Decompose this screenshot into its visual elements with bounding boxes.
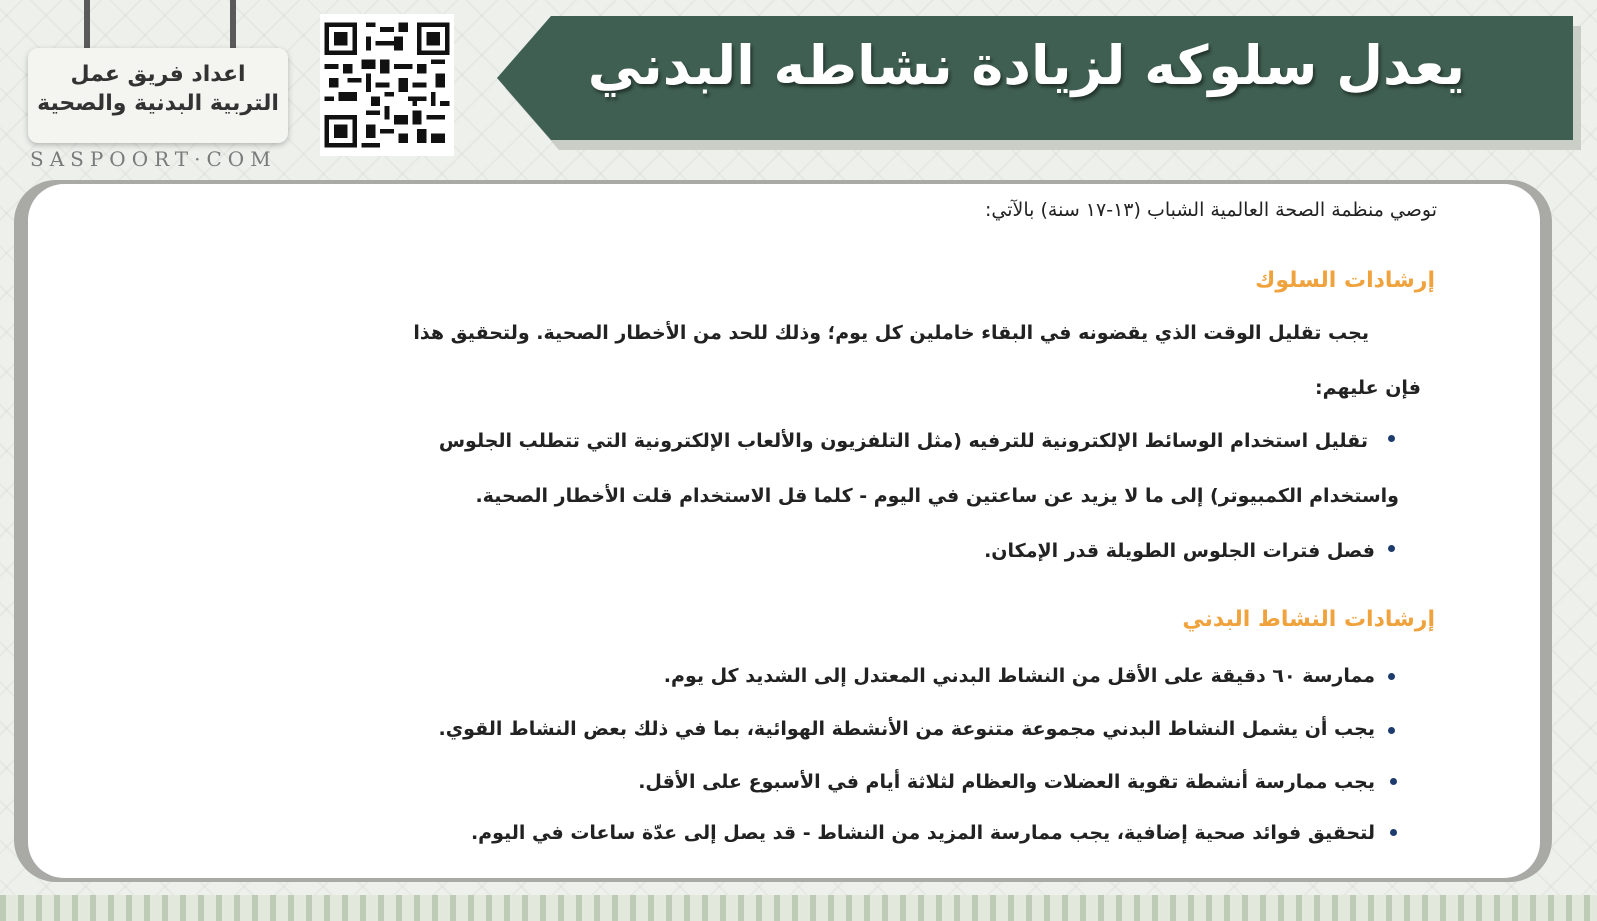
bottom-ornament [0,895,1597,921]
logo-line-1: اعداد فريق عمل [70,62,246,87]
intro-text: توصي منظمة الصحة العالمية الشباب (١٣-١٧ سنة) بالآتي: [985,199,1437,221]
activity-heading: إرشادات النشاط البدني [1182,607,1435,632]
activity-bullet-2: يجب أن يشمل النشاط البدني مجموعة متنوعة من الأنشطة الهوائية، بما في ذلك بعض النشاط القوي. [438,718,1375,740]
behavior-heading: إرشادات السلوك [1255,268,1435,293]
bullet-icon [1388,727,1395,734]
activity-bullet-4: لتحقيق فوائد صحية إضافية، يجب ممارسة المزيد من النشاط - قد يصل إلى عدّة ساعات في اليوم. [470,822,1375,844]
page-title: يعدل سلوكه لزيادة نشاطه البدني [587,34,1465,97]
qr-code-icon [320,14,454,156]
bullet-icon [1388,435,1395,442]
bullet-icon [1388,545,1395,552]
behavior-paragraph-line-1: يجب تقليل الوقت الذي يقضونه في البقاء خاملين كل يوم؛ وذلك للحد من الأخطار الصحية. ولتحقيق هذا [413,322,1369,344]
bullet-icon [1390,829,1397,836]
logo-line-2: التربية البدنية والصحية [37,91,279,116]
behavior-bullet-2: فصل فترات الجلوس الطويلة قدر الإمكان. [984,540,1375,562]
activity-bullet-1: ممارسة ٦٠ دقيقة على الأقل من النشاط البدني المعتدل إلى الشديد كل يوم. [663,665,1375,687]
team-logo [28,48,288,143]
bullet-icon [1390,778,1397,785]
activity-bullet-3: يجب ممارسة أنشطة تقوية العضلات والعظام لثلاثة أيام في الأسبوع على الأقل. [638,771,1375,793]
logo-hanger [84,0,90,50]
behavior-paragraph-line-2: فإن عليهم: [1315,377,1421,399]
behavior-bullet-1-line-1: تقليل استخدام الوسائط الإلكترونية للترفيه (مثل التلفزيون والألعاب الإلكترونية التي تتطلب الجلوس [438,430,1368,452]
site-watermark: SASPOORT·COM [30,147,277,171]
bullet-icon [1388,673,1395,680]
logo-hanger [230,0,236,50]
behavior-bullet-1-line-2: واستخدام الكمبيوتر) إلى ما لا يزيد عن ساعتين في اليوم - كلما قل الاستخدام قلت الأخطار الصحية. [475,485,1399,507]
